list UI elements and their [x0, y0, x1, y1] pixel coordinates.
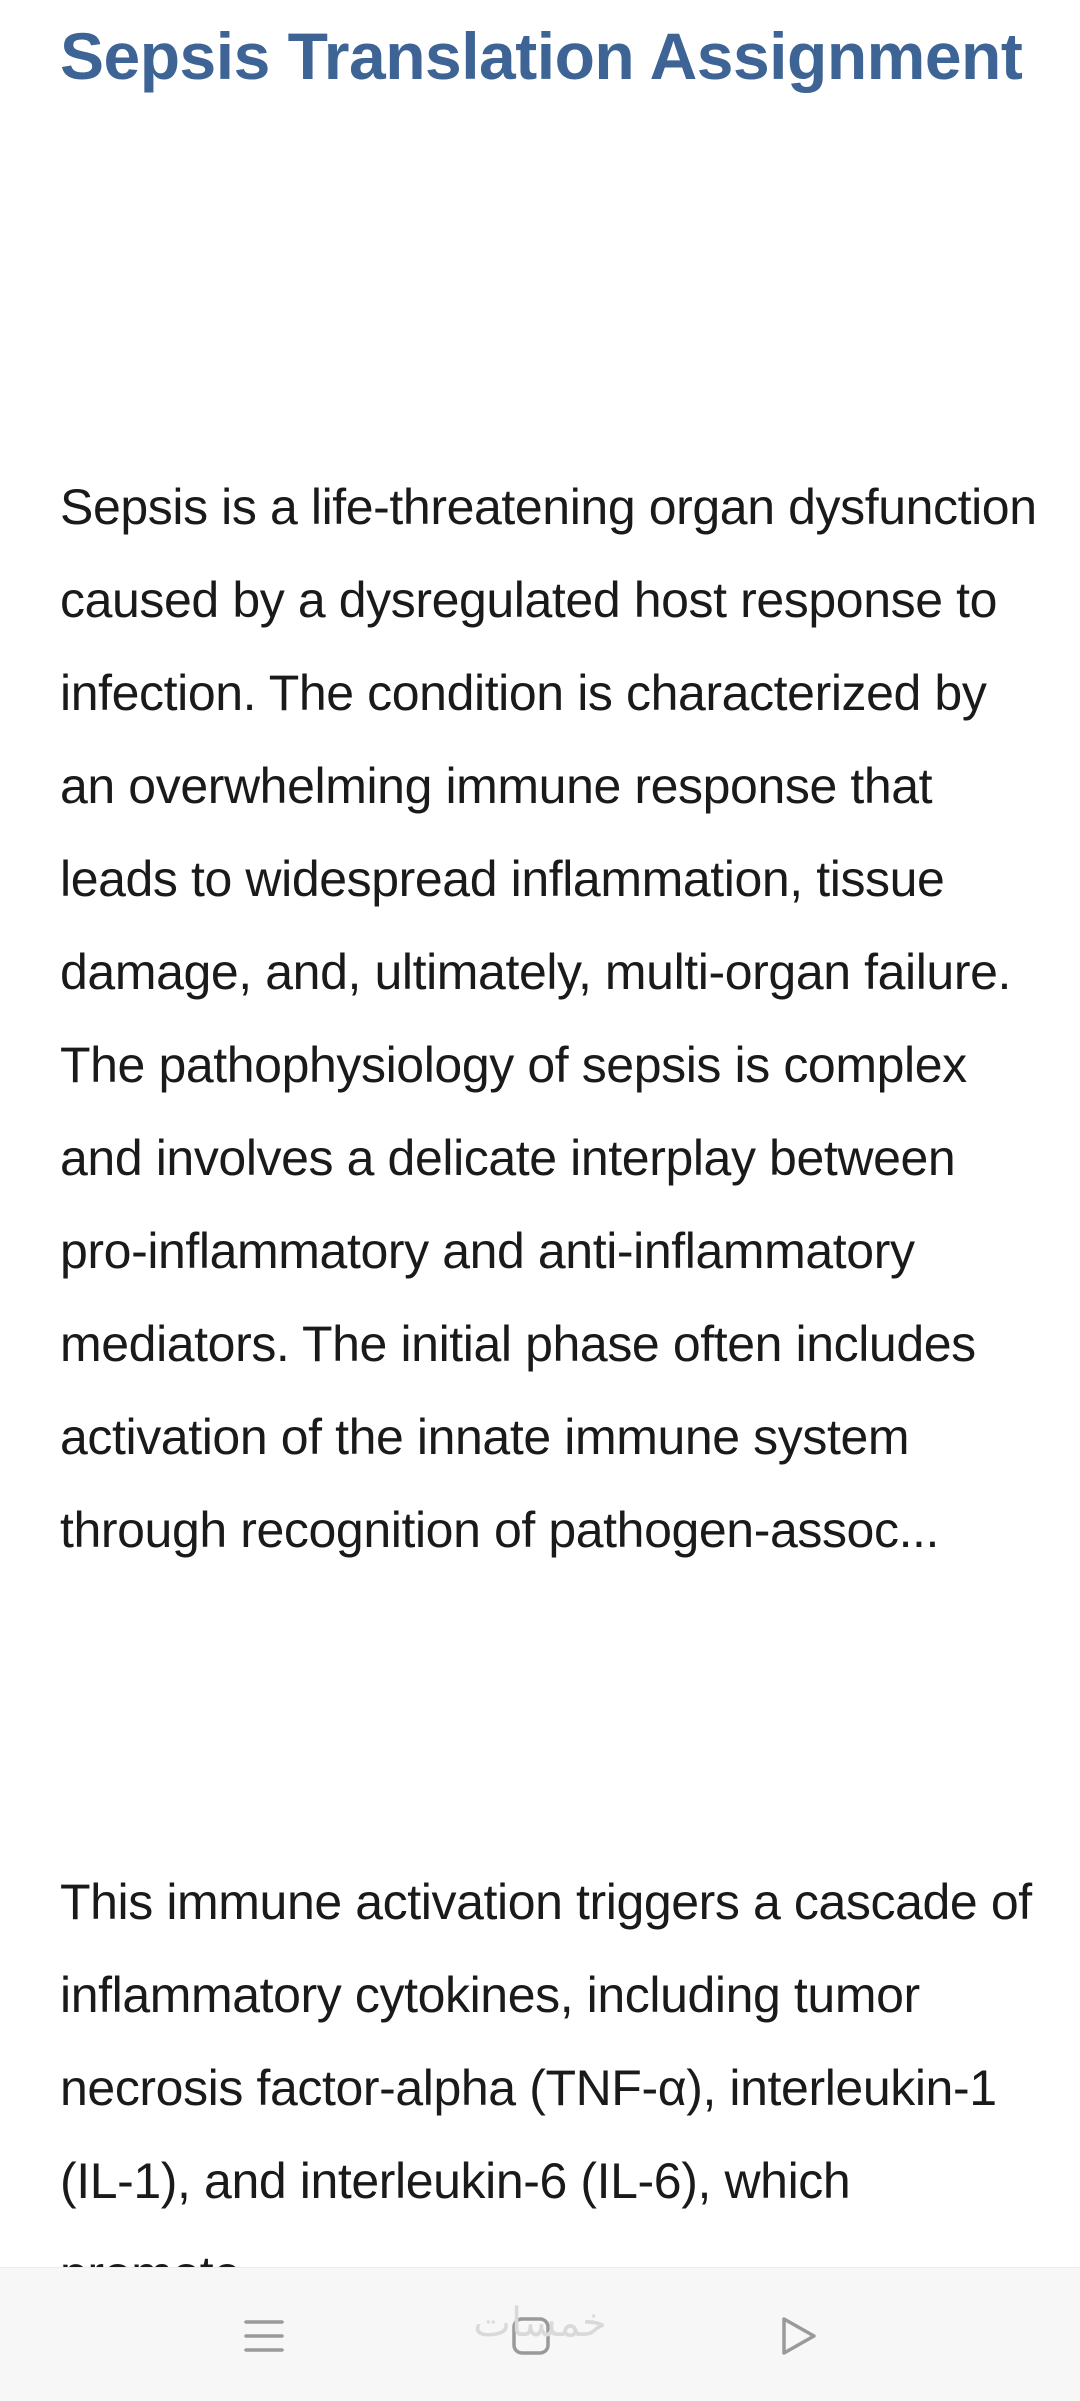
recent-apps-button[interactable] — [224, 2296, 304, 2376]
home-icon — [509, 2314, 553, 2358]
back-button[interactable] — [758, 2296, 838, 2376]
watermark: خمسات — [473, 2300, 607, 2346]
home-button[interactable] — [491, 2296, 571, 2376]
paragraph-1: Sepsis is a life-threatening organ dysfunction caused by a dysregulated host response to infection. The condition is characterized by an overwhelming immune response that leads to widespread inflammation, tissue damage, and, ultimately, multi-organ failure. The pathophysiology of sepsis is complex and involves a delicate interplay between pro-inflammatory and anti-inflammatory mediators. The initial phase often includes activation of the innate immune system through recognition of pathogen-assoc... — [60, 479, 1037, 1558]
system-navigation-bar — [0, 2267, 1080, 2401]
menu-icon — [242, 2316, 286, 2356]
page-title: Sepsis Translation Assignment — [60, 19, 1023, 93]
paragraph-2: This immune activation triggers a cascade of inflammatory cytokines, including tumor necrosis factor-alpha (TNF-α), interleukin-1 (IL-1), and interleukin-6 (IL-6), which — [60, 1874, 1032, 2209]
back-icon — [776, 2314, 820, 2358]
